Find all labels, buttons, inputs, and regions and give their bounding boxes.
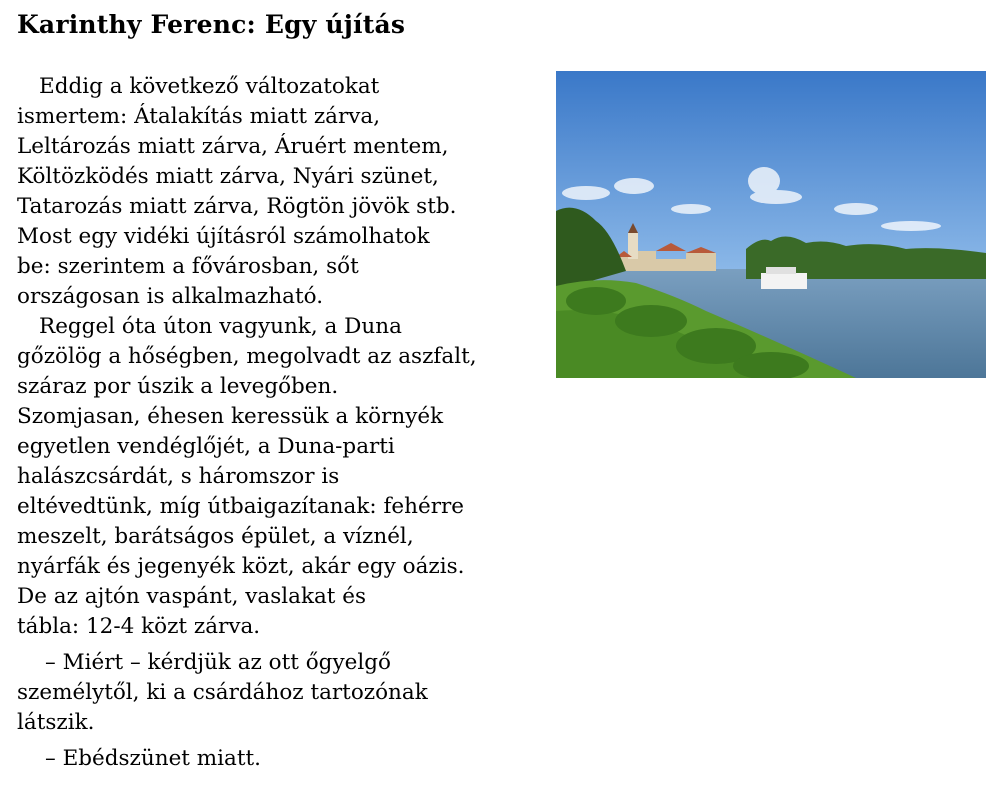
dialogue-line: – Ebédszünet miatt.	[45, 746, 261, 771]
text-line: Eddig a következő változatokat	[39, 74, 380, 99]
article-body	[17, 72, 557, 774]
text-line: nyárfák és jegenyék közt, akár egy oázis.	[17, 554, 465, 579]
document-title: Karinthy Ferenc: Egy újítás	[17, 10, 406, 39]
text-line: ismertem: Átalakítás miatt zárva,	[17, 104, 381, 129]
church-tower	[628, 233, 638, 259]
text-line: Tatarozás miatt zárva, Rögtön jövök stb.	[17, 194, 457, 219]
dialogue-line: – Miért – kérdjük az ott őgyelgő	[45, 650, 391, 675]
text-line: meszelt, barátságos épület, a víznél,	[17, 524, 414, 549]
text-line: be: szerintem a fővárosban, sőt	[17, 254, 359, 279]
text-line: Szomjasan, éhesen keressük a környék	[17, 404, 444, 429]
boat	[761, 273, 807, 289]
text-line: Reggel óta úton vagyunk, a Duna	[39, 314, 402, 339]
text-line: Most egy vidéki újításról számolhatok	[17, 224, 430, 249]
text-line: eltévedtünk, míg útbaigazítanak: fehérre	[17, 494, 464, 519]
text-line: Leltározás miatt zárva, Áruért mentem,	[17, 134, 449, 159]
text-line: egyetlen vendéglőjét, a Duna-parti	[17, 434, 395, 459]
text-line: tábla: 12-4 közt zárva.	[17, 614, 261, 639]
text-line: látszik.	[17, 710, 95, 735]
text-line: száraz por úszik a levegőben.	[17, 374, 339, 399]
text-line: halászcsárdát, s háromszor is	[17, 464, 340, 489]
text-line: gőzölög a hőségben, megolvadt az aszfalt,	[17, 344, 477, 369]
text-line: Költözködés miatt zárva, Nyári szünet,	[17, 164, 439, 189]
riverside-town-photo	[556, 71, 986, 378]
text-line: országosan is alkalmazható.	[17, 284, 324, 309]
text-line: személytől, ki a csárdához tartozónak	[17, 680, 428, 705]
text-line: De az ajtón vaspánt, vaslakat és	[17, 584, 367, 609]
